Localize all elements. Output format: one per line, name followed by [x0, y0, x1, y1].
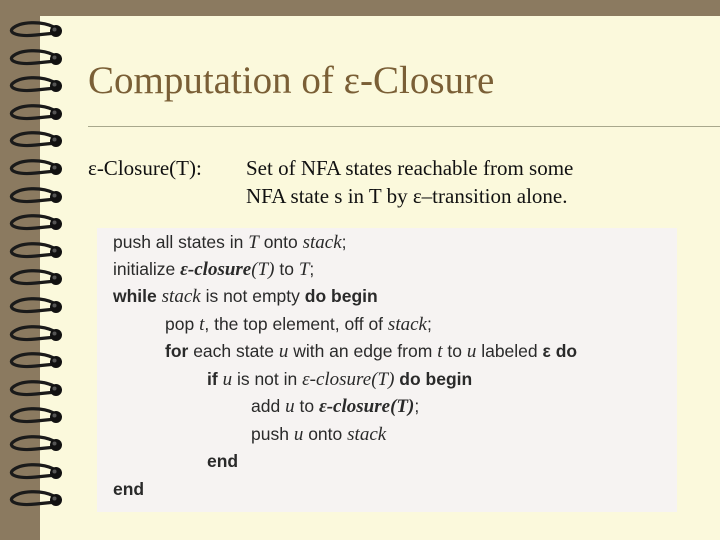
- algo-line-3: while stack is not empty do begin: [113, 286, 378, 307]
- binder-ring: [6, 185, 64, 207]
- binder-ring: [6, 74, 64, 96]
- binder-ring: [6, 267, 64, 289]
- binder-ring: [6, 433, 64, 455]
- binder-ring: [6, 488, 64, 510]
- binder-ring: [6, 295, 64, 317]
- binder-ring: [6, 102, 64, 124]
- algo-line-1: push all states in T onto stack;: [113, 232, 347, 253]
- algo-line-2: initialize ε-closure(T) to T;: [113, 259, 315, 280]
- algo-line-9: end: [207, 451, 239, 471]
- binder-ring: [6, 19, 64, 41]
- binder-ring: [6, 378, 64, 400]
- definition-line-2: NFA state s in T by ε–transition alone.: [246, 184, 568, 208]
- algo-line-7: add u to ε-closure(T);: [251, 396, 420, 417]
- binder-ring: [6, 47, 64, 69]
- binder-ring: [6, 212, 64, 234]
- algorithm-box: [97, 228, 677, 512]
- binder-ring: [6, 350, 64, 372]
- binder-ring: [6, 240, 64, 262]
- slide-title: Computation of ε-Closure: [88, 59, 495, 102]
- binder-ring: [6, 129, 64, 151]
- algo-line-10: end: [113, 479, 145, 499]
- binder-ring: [6, 157, 64, 179]
- algo-line-4: pop t, the top element, off of stack;: [165, 314, 432, 335]
- definition-line-1: Set of NFA states reachable from some: [246, 156, 574, 180]
- binder-ring: [6, 461, 64, 483]
- title-divider: [88, 126, 720, 127]
- binder-ring: [6, 323, 64, 345]
- definition-term: ε-Closure(T):: [88, 156, 202, 180]
- algo-line-5: for each state u with an edge from t to u labeled ε do: [165, 341, 578, 362]
- algo-line-8: push u onto stack: [251, 424, 387, 445]
- algo-line-6: if u is not in ε-closure(T) do begin: [207, 369, 473, 390]
- binder-ring: [6, 405, 64, 427]
